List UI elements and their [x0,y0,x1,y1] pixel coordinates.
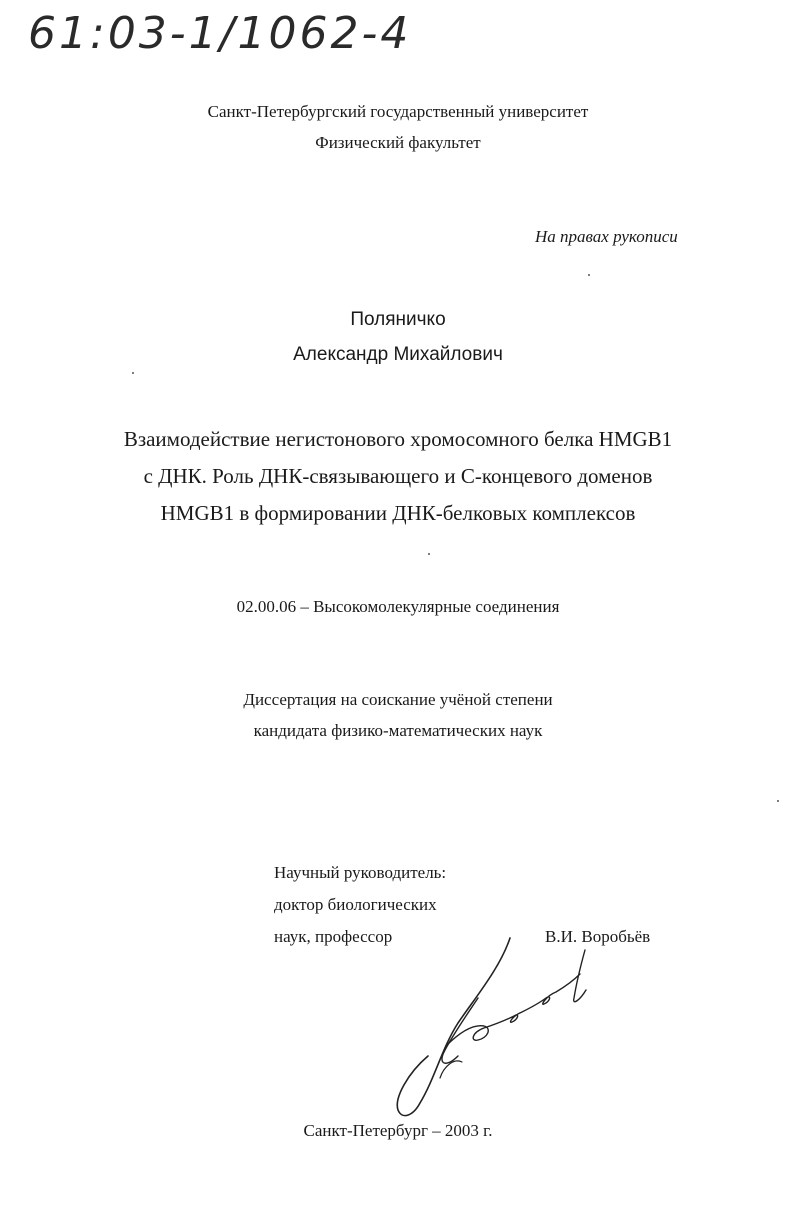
degree-line-2: кандидата физико-математических наук [253,721,543,740]
rights-note: На правах рукописи [535,227,678,246]
dissertation-title-line-1: Взаимодействие негистонового хромосомного белка HMGB1 [123,427,673,451]
degree-line-1: Диссертация на соискание учёной степени [243,690,553,709]
supervisor-name: В.И. Воробьёв [545,927,651,946]
supervisor-title-line-2: наук, профессор [274,927,393,946]
author-surname: Поляничко [350,309,446,330]
author-given-names: Александр Михайлович [293,344,503,365]
faculty-name: Физический факультет [315,133,481,152]
scan-speck [428,553,430,555]
scan-speck [132,372,134,374]
handwritten-catalog-number: 61:03-1/1062-4 [28,8,412,59]
specialty-code: 02.00.06 – Высокомолекулярные соединения [236,597,560,616]
place-and-year: Санкт-Петербург – 2003 г. [303,1121,493,1140]
scan-speck [588,274,590,276]
supervisor-title-line-1: доктор биологических [274,895,437,914]
dissertation-title-line-2: с ДНК. Роль ДНК-связывающего и С-концевого доменов [143,464,653,488]
supervisor-label: Научный руководитель: [274,863,447,882]
supervisor-signature [380,928,610,1128]
dissertation-title-line-3: HMGB1 в формировании ДНК-белковых комплексов [160,501,636,525]
scan-speck [777,800,779,802]
university-name: Санкт-Петербургский государственный университет [207,102,589,121]
